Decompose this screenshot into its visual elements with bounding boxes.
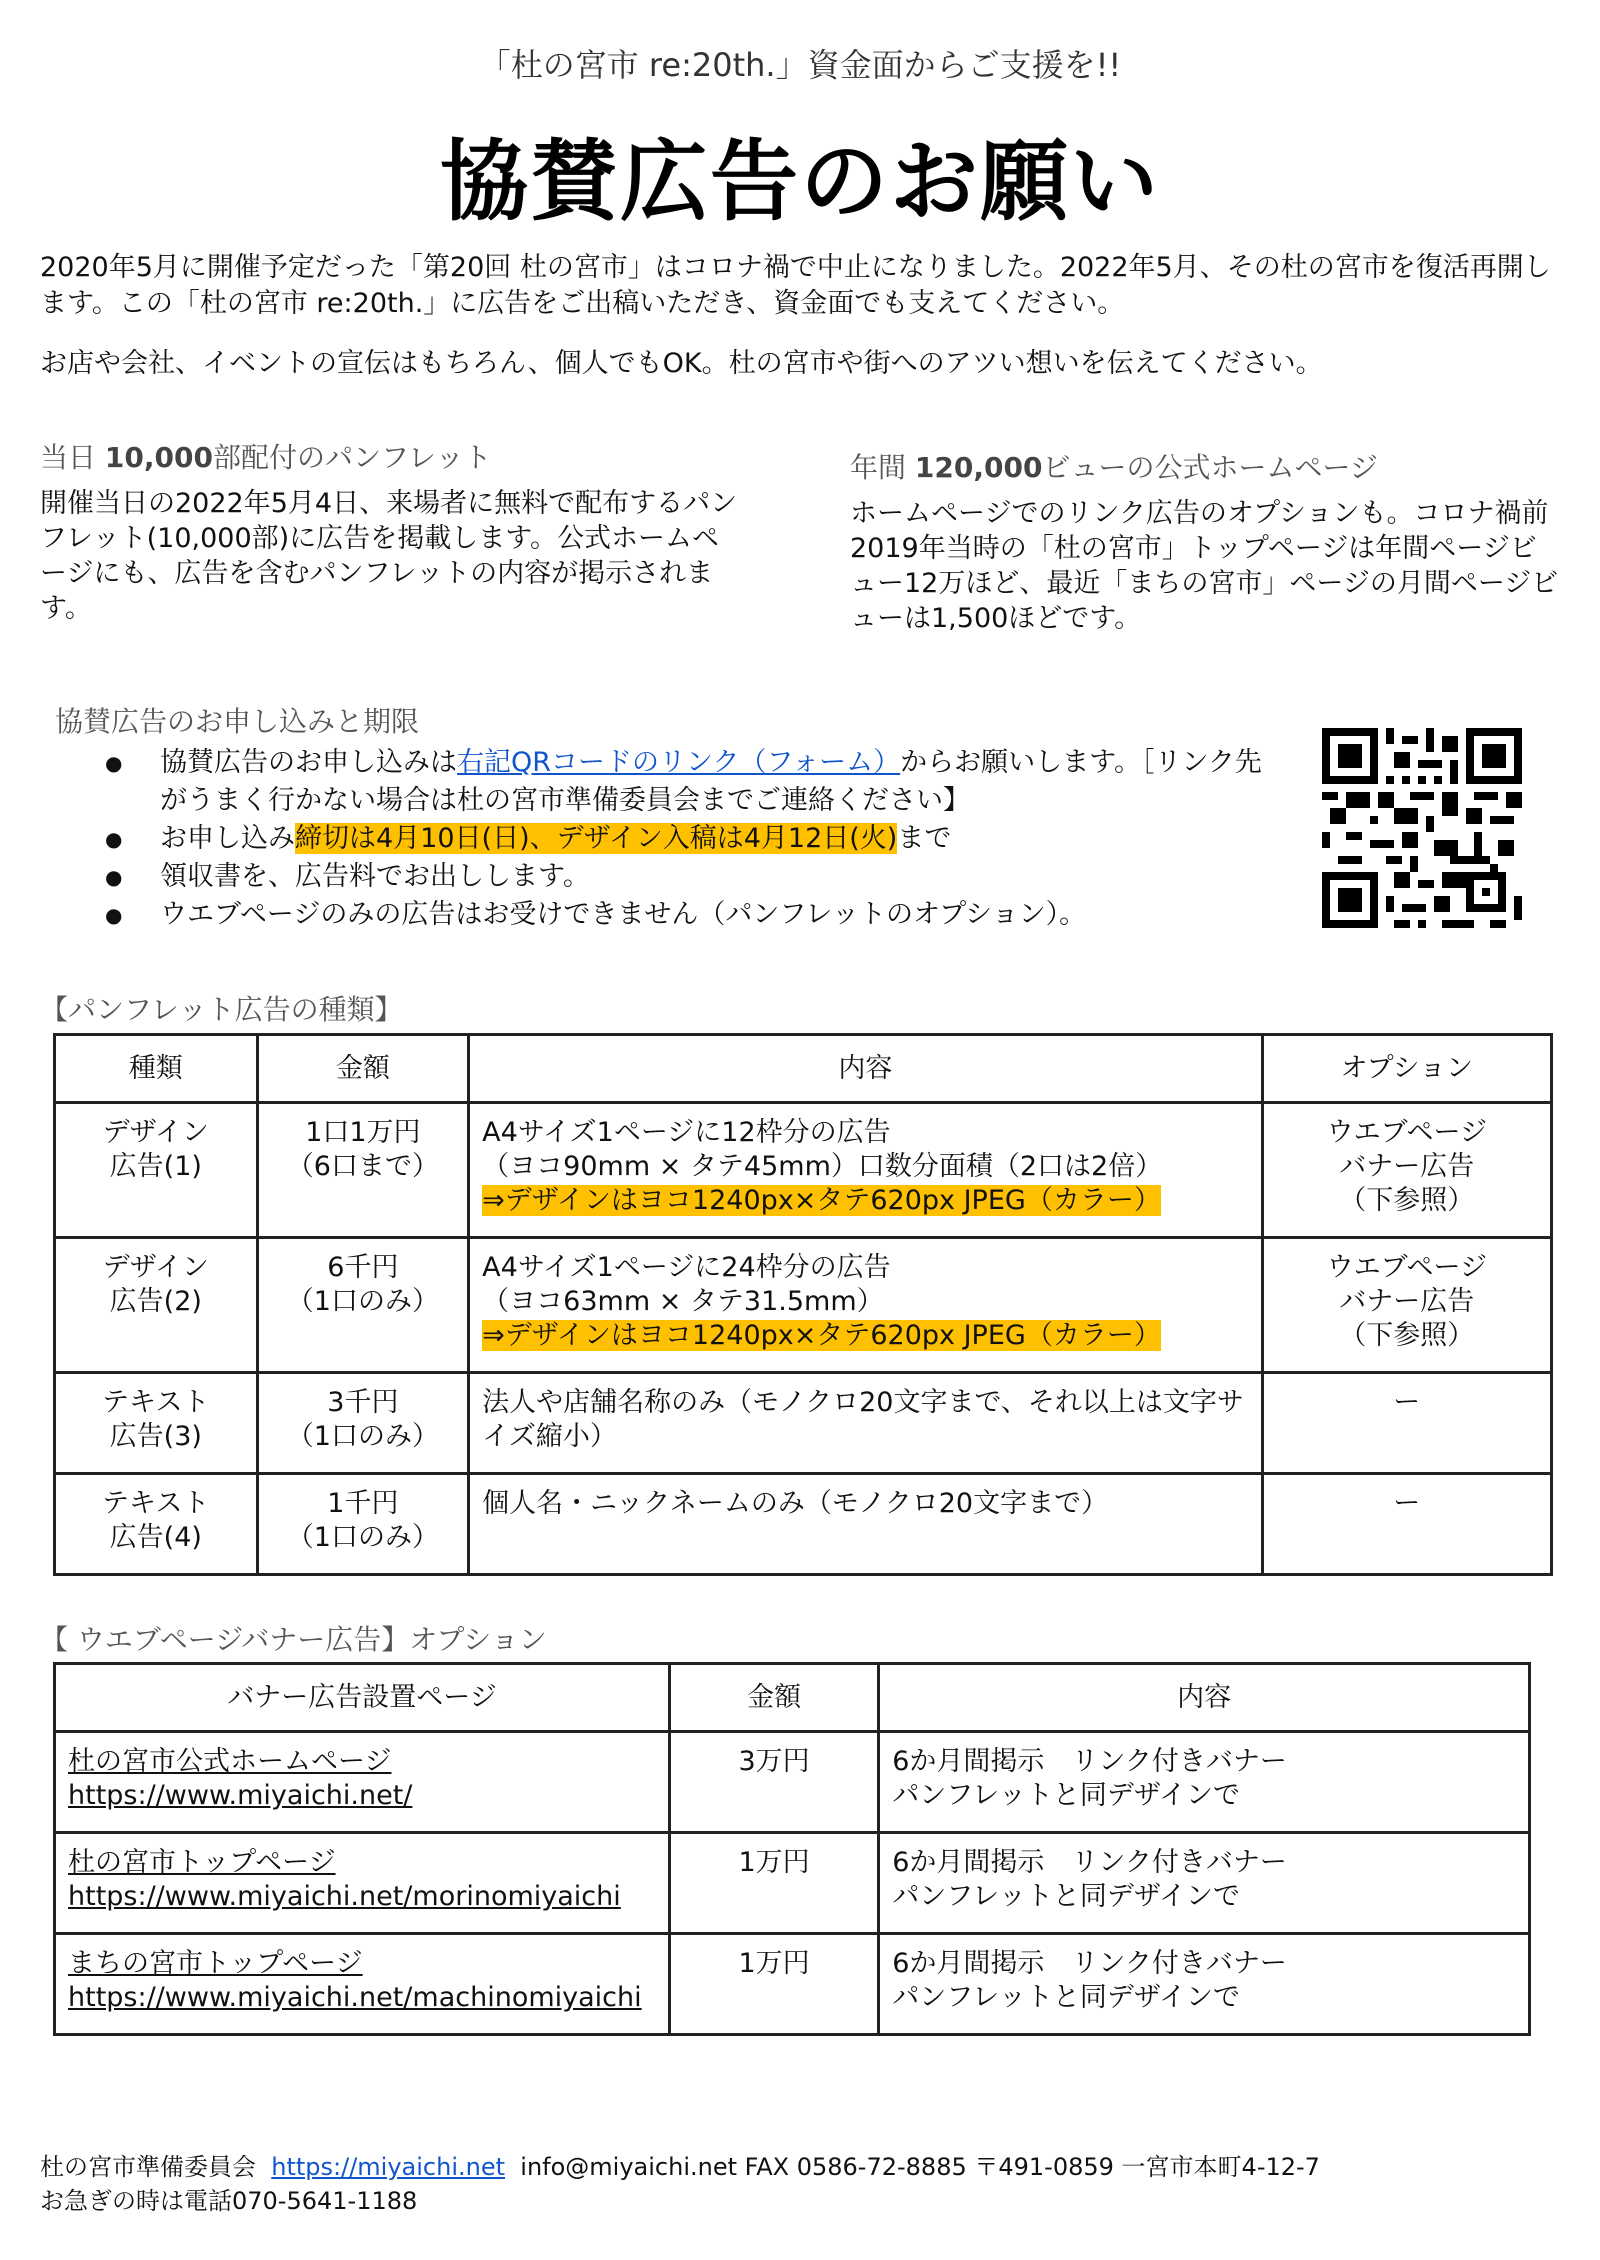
price-cell: 1千円 （1口のみ） [257,1474,469,1575]
price-cell: 3万円 [669,1732,878,1833]
content-cell: A4サイズ1ページに24枠分の広告 （ヨコ63mm × タテ31.5mm） ⇒デザインはヨコ1240px×タテ620px JPEG（カラー） [469,1238,1262,1373]
footer-line-2: お急ぎの時は電話070-5641-1188 [40,2187,418,2215]
page-title: 協賛広告のお願い [439,130,1160,233]
intro-paragraph-2: お店や会社、イベントの宣伝はもちろん、個人でもOK。杜の宮市や街へのアツい想いを伝えてください。 [40,348,1323,379]
option-cell: ー [1262,1474,1551,1575]
page-cell [55,1934,670,2035]
pamphlet-table [53,1033,1553,1576]
form-link[interactable]: 右記QRコードのリンク（フォーム） [457,747,901,778]
footer [40,2150,1320,2218]
url-link[interactable]: https://www.miyaichi.net/morinomiyaichi [68,1881,621,1912]
homepage-description: ホームページでのリンク広告のオプションも。コロナ禍前2019年当時の「杜の宮市」トップページは年間ページビュー12万ほど、最近「まちの宮市」ページの月間ページビューは1,500ほどです。 [850,498,1559,634]
type-cell: テキスト 広告(4) [55,1474,258,1575]
option-cell: ー [1262,1373,1551,1474]
table-header-row [55,1664,1530,1732]
table-row [55,1373,1552,1474]
page-link[interactable]: まちの宮市トップページ [68,1948,363,1979]
subtitle: 「杜の宮市 re:20th.」資金面からご支援を!! [478,46,1122,84]
table-header-row [55,1035,1552,1103]
type-cell: デザイン 広告(2) [55,1238,258,1373]
apply-heading: 協賛広告のお申し込みと期限 [55,705,420,738]
list-item: ● お申し込み締切は4月10日(日)、デザイン入稿は4月12日(火)まで [65,820,1285,858]
option-cell: ウエブページ バナー広告 （下参照） [1262,1238,1551,1373]
column-header: 金額 [669,1664,878,1732]
column-header: 内容 [879,1664,1530,1732]
table-row [55,1732,1530,1833]
page-cell [55,1732,670,1833]
page-link[interactable]: 杜の宮市トップページ [68,1847,336,1878]
homepage-heading: 年間 120,000ビューの公式ホームページ [850,451,1378,484]
pamphlet-table-heading: 【パンフレット広告の種類】 [40,993,403,1026]
type-cell: テキスト 広告(3) [55,1373,258,1474]
column-header: バナー広告設置ページ [55,1664,670,1732]
table-row [55,1238,1552,1373]
content-cell: A4サイズ1ページに12枠分の広告 （ヨコ90mm × タテ45mm）口数分面積（2口は2倍） ⇒デザインはヨコ1240px×タテ620px JPEG（カラー） [469,1103,1262,1238]
banner-table [53,1662,1531,2036]
content-cell: 個人名・ニックネームのみ（モノクロ20文字まで） [469,1474,1262,1575]
content-cell: 6か月間掲示 リンク付きバナー パンフレットと同デザインで [879,1833,1530,1934]
price-cell: 1万円 [669,1934,878,2035]
price-cell: 1口1万円 （6口まで） [257,1103,469,1238]
list-item: ● 領収書を、広告料でお出しします。 [65,858,1285,896]
list-item: ● 協賛広告のお申し込みは右記QRコードのリンク（フォーム）からお願いします。［リンク先がうまく行かない場合は杜の宮市準備委員会までご連絡ください】 [65,744,1285,820]
list-item: ● ウエブページのみの広告はお受けできません（パンフレットのオプション）。 [65,896,1285,934]
table-row [55,1474,1552,1575]
deadline-highlight: 締切は4月10日(日)、デザイン入稿は4月12日(火) [295,823,898,854]
page-link[interactable]: 杜の宮市公式ホームページ [68,1746,392,1777]
column-header: 金額 [257,1035,469,1103]
option-cell: ウエブページ バナー広告 （下参照） [1262,1103,1551,1238]
table-row [55,1934,1530,2035]
url-link[interactable]: https://www.miyaichi.net/ [68,1780,413,1811]
price-cell: 1万円 [669,1833,878,1934]
content-cell: 6か月間掲示 リンク付きバナー パンフレットと同デザインで [879,1732,1530,1833]
price-cell: 6千円 （1口のみ） [257,1238,469,1373]
content-cell: 法人や店舗名称のみ（モノクロ20文字まで、それ以上は文字サイズ縮小） [469,1373,1262,1474]
type-cell: デザイン 広告(1) [55,1103,258,1238]
footer-line-1: 杜の宮市準備委員会 https://miyaichi.net info@miyaichi.net FAX 0586-72-8885 〒491-0859 一宮市本町4-12-7 [40,2153,1320,2181]
url-link[interactable]: https://www.miyaichi.net/machinomiyaichi [68,1982,642,2013]
intro-paragraph: 2020年5月に開催予定だった「第20回 杜の宮市」はコロナ禍で中止になりました。2022年5月、その杜の宮市を復活再開します。この「杜の宮市 re:20th.」に広告をご出稿いただき、資金面でも支えてください。 [40,252,1551,319]
footer-url-link[interactable]: https://miyaichi.net [271,2153,506,2181]
price-cell: 3千円 （1口のみ） [257,1373,469,1474]
apply-list [65,744,1285,934]
column-header: 種類 [55,1035,258,1103]
design-spec-highlight: ⇒デザインはヨコ1240px×タテ620px JPEG（カラー） [482,1185,1161,1216]
banner-table-heading: 【 ウエブページバナー広告】オプション [40,1623,547,1656]
table-row [55,1833,1530,1934]
column-header: 内容 [469,1035,1262,1103]
page-cell [55,1833,670,1934]
column-header: オプション [1262,1035,1551,1103]
design-spec-highlight: ⇒デザインはヨコ1240px×タテ620px JPEG（カラー） [482,1320,1161,1351]
pamphlet-heading: 当日 10,000部配付のパンフレット [40,441,492,474]
pamphlet-description: 開催当日の2022年5月4日、来場者に無料で配布するパンフレット(10,000部)に広告を掲載します。公式ホームページにも、広告を含むパンフレットの内容が掲示されます。 [40,488,738,624]
content-cell: 6か月間掲示 リンク付きバナー パンフレットと同デザインで [879,1934,1530,2035]
table-row [55,1103,1552,1238]
qr-code-icon[interactable] [1322,728,1522,928]
